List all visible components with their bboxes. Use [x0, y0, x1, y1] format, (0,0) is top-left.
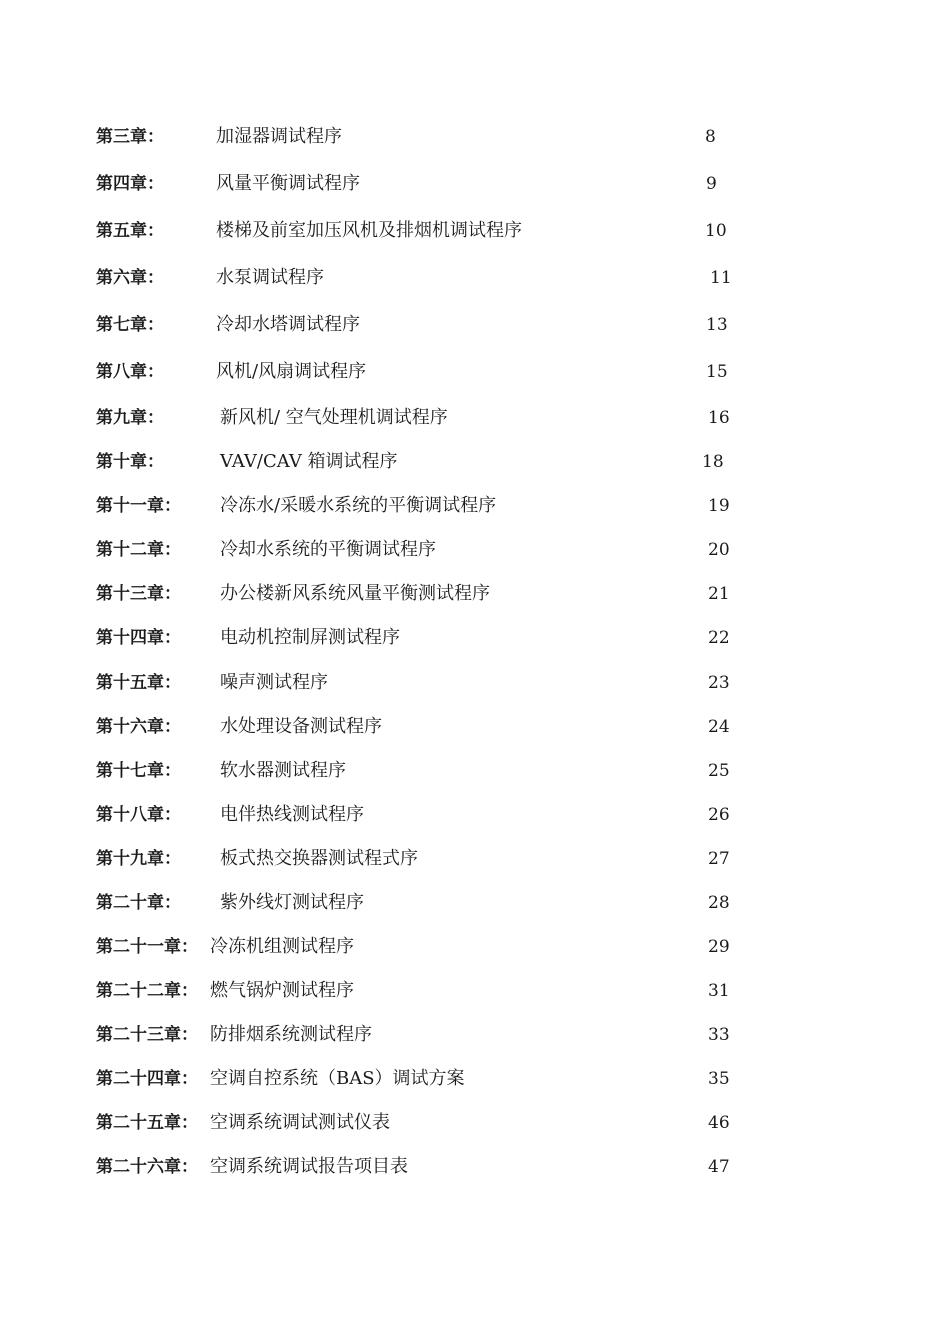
toc-page-number: 16 [708, 408, 730, 428]
toc-entry [96, 801, 756, 829]
toc-chapter-label: 第三章： [96, 127, 164, 147]
toc-page-number: 20 [708, 540, 730, 560]
toc-entry [96, 845, 756, 873]
toc-page-number: 28 [708, 893, 730, 913]
toc-entry-title: 风机/风扇调试程序 [216, 361, 367, 382]
toc-page-number: 22 [708, 628, 730, 648]
toc-chapter-label: 第二十章： [96, 893, 181, 913]
toc-chapter-label: 第十二章： [96, 540, 181, 560]
toc-page-number: 29 [708, 937, 730, 957]
toc-entry [96, 404, 756, 432]
toc-entry [96, 1021, 756, 1049]
toc-entry-title: VAV/CAV 箱调试程序 [220, 451, 398, 472]
toc-entry-title: 风量平衡调试程序 [216, 173, 360, 194]
toc-chapter-label: 第二十五章： [96, 1113, 198, 1133]
toc-entry [96, 713, 756, 741]
toc-page-number: 24 [708, 717, 730, 737]
toc-entry-title: 防排烟系统测试程序 [210, 1024, 372, 1045]
toc-entry [96, 933, 756, 961]
toc-page-number: 9 [706, 174, 717, 194]
toc-page-number: 10 [705, 221, 727, 241]
toc-entry [96, 217, 756, 245]
toc-entry-title: 水泵调试程序 [216, 267, 324, 288]
toc-entry-title: 新风机/ 空气处理机调试程序 [220, 407, 448, 428]
toc-entry-title: 电伴热线测试程序 [220, 804, 364, 825]
toc-page-number: 19 [708, 496, 730, 516]
toc-entry [96, 448, 756, 476]
toc-chapter-label: 第九章： [96, 408, 164, 428]
toc-chapter-label: 第十七章： [96, 761, 181, 781]
toc-page-number: 47 [708, 1157, 730, 1177]
toc-entry-title: 楼梯及前室加压风机及排烟机调试程序 [216, 220, 522, 241]
toc-entry [96, 358, 756, 386]
toc-entry-title: 冷冻机组测试程序 [210, 936, 354, 957]
toc-entry [96, 977, 756, 1005]
toc-entry-title: 冷却水系统的平衡调试程序 [220, 539, 436, 560]
toc-entry [96, 757, 756, 785]
toc-entry [96, 889, 756, 917]
toc-entry-title: 办公楼新风系统风量平衡测试程序 [220, 583, 490, 604]
toc-chapter-label: 第十八章： [96, 805, 181, 825]
toc-chapter-label: 第十九章： [96, 849, 181, 869]
toc-entry [96, 624, 756, 652]
toc-entry [96, 264, 756, 292]
toc-entry [96, 669, 756, 697]
toc-chapter-label: 第五章： [96, 221, 164, 241]
toc-entry-title: 水处理设备测试程序 [220, 716, 382, 737]
toc-chapter-label: 第十五章： [96, 673, 181, 693]
toc-entry [96, 1153, 756, 1181]
toc-page-number: 15 [706, 362, 728, 382]
toc-chapter-label: 第二十二章： [96, 981, 198, 1001]
toc-chapter-label: 第二十四章： [96, 1069, 198, 1089]
toc-entry [96, 1065, 756, 1093]
toc-page-number: 18 [702, 452, 724, 472]
toc-entry-title: 板式热交换器测试程式序 [220, 848, 418, 869]
toc-chapter-label: 第二十六章： [96, 1157, 198, 1177]
toc-entry-title: 软水器测试程序 [220, 760, 346, 781]
toc-chapter-label: 第二十三章： [96, 1025, 198, 1045]
toc-chapter-label: 第十四章： [96, 628, 181, 648]
toc-chapter-label: 第十六章： [96, 717, 181, 737]
toc-chapter-label: 第七章： [96, 315, 164, 335]
toc-chapter-label: 第十三章： [96, 584, 181, 604]
toc-entry [96, 580, 756, 608]
toc-entry-title: 冷冻水/采暖水系统的平衡调试程序 [220, 495, 497, 516]
toc-page-number: 25 [708, 761, 730, 781]
toc-entry-title: 空调系统调试测试仪表 [210, 1112, 390, 1133]
toc-chapter-label: 第二十一章： [96, 937, 198, 957]
toc-page-number: 46 [708, 1113, 730, 1133]
toc-page-number: 33 [708, 1025, 730, 1045]
toc-entry-title: 空调自控系统（BAS）调试方案 [210, 1068, 465, 1089]
toc-page-number: 13 [706, 315, 728, 335]
toc-chapter-label: 第十一章： [96, 496, 181, 516]
toc-entry [96, 492, 756, 520]
toc-entry [96, 1109, 756, 1137]
toc-page-number: 26 [708, 805, 730, 825]
toc-chapter-label: 第八章： [96, 362, 164, 382]
toc-chapter-label: 第十章： [96, 452, 164, 472]
toc-page-number: 31 [708, 981, 730, 1001]
toc-entry-title: 燃气锅炉测试程序 [210, 980, 354, 1001]
toc-entry [96, 536, 756, 564]
toc-entry-title: 紫外线灯测试程序 [220, 892, 364, 913]
toc-entry-title: 空调系统调试报告项目表 [210, 1156, 408, 1177]
toc-page-number: 23 [708, 673, 730, 693]
toc-page-number: 27 [708, 849, 730, 869]
toc-page-number: 21 [708, 584, 730, 604]
toc-entry [96, 311, 756, 339]
toc-entry-title: 噪声测试程序 [220, 672, 328, 693]
toc-chapter-label: 第四章： [96, 174, 164, 194]
toc-entry-title: 电动机控制屏测试程序 [220, 627, 400, 648]
toc-entry-title: 冷却水塔调试程序 [216, 314, 360, 335]
toc-page-number: 8 [705, 127, 716, 147]
toc-chapter-label: 第六章： [96, 268, 164, 288]
toc-entry [96, 123, 756, 151]
toc-page-number: 35 [708, 1069, 730, 1089]
toc-page-number: 11 [710, 268, 732, 288]
toc-entry-title: 加湿器调试程序 [216, 126, 342, 147]
toc-entry [96, 170, 756, 198]
